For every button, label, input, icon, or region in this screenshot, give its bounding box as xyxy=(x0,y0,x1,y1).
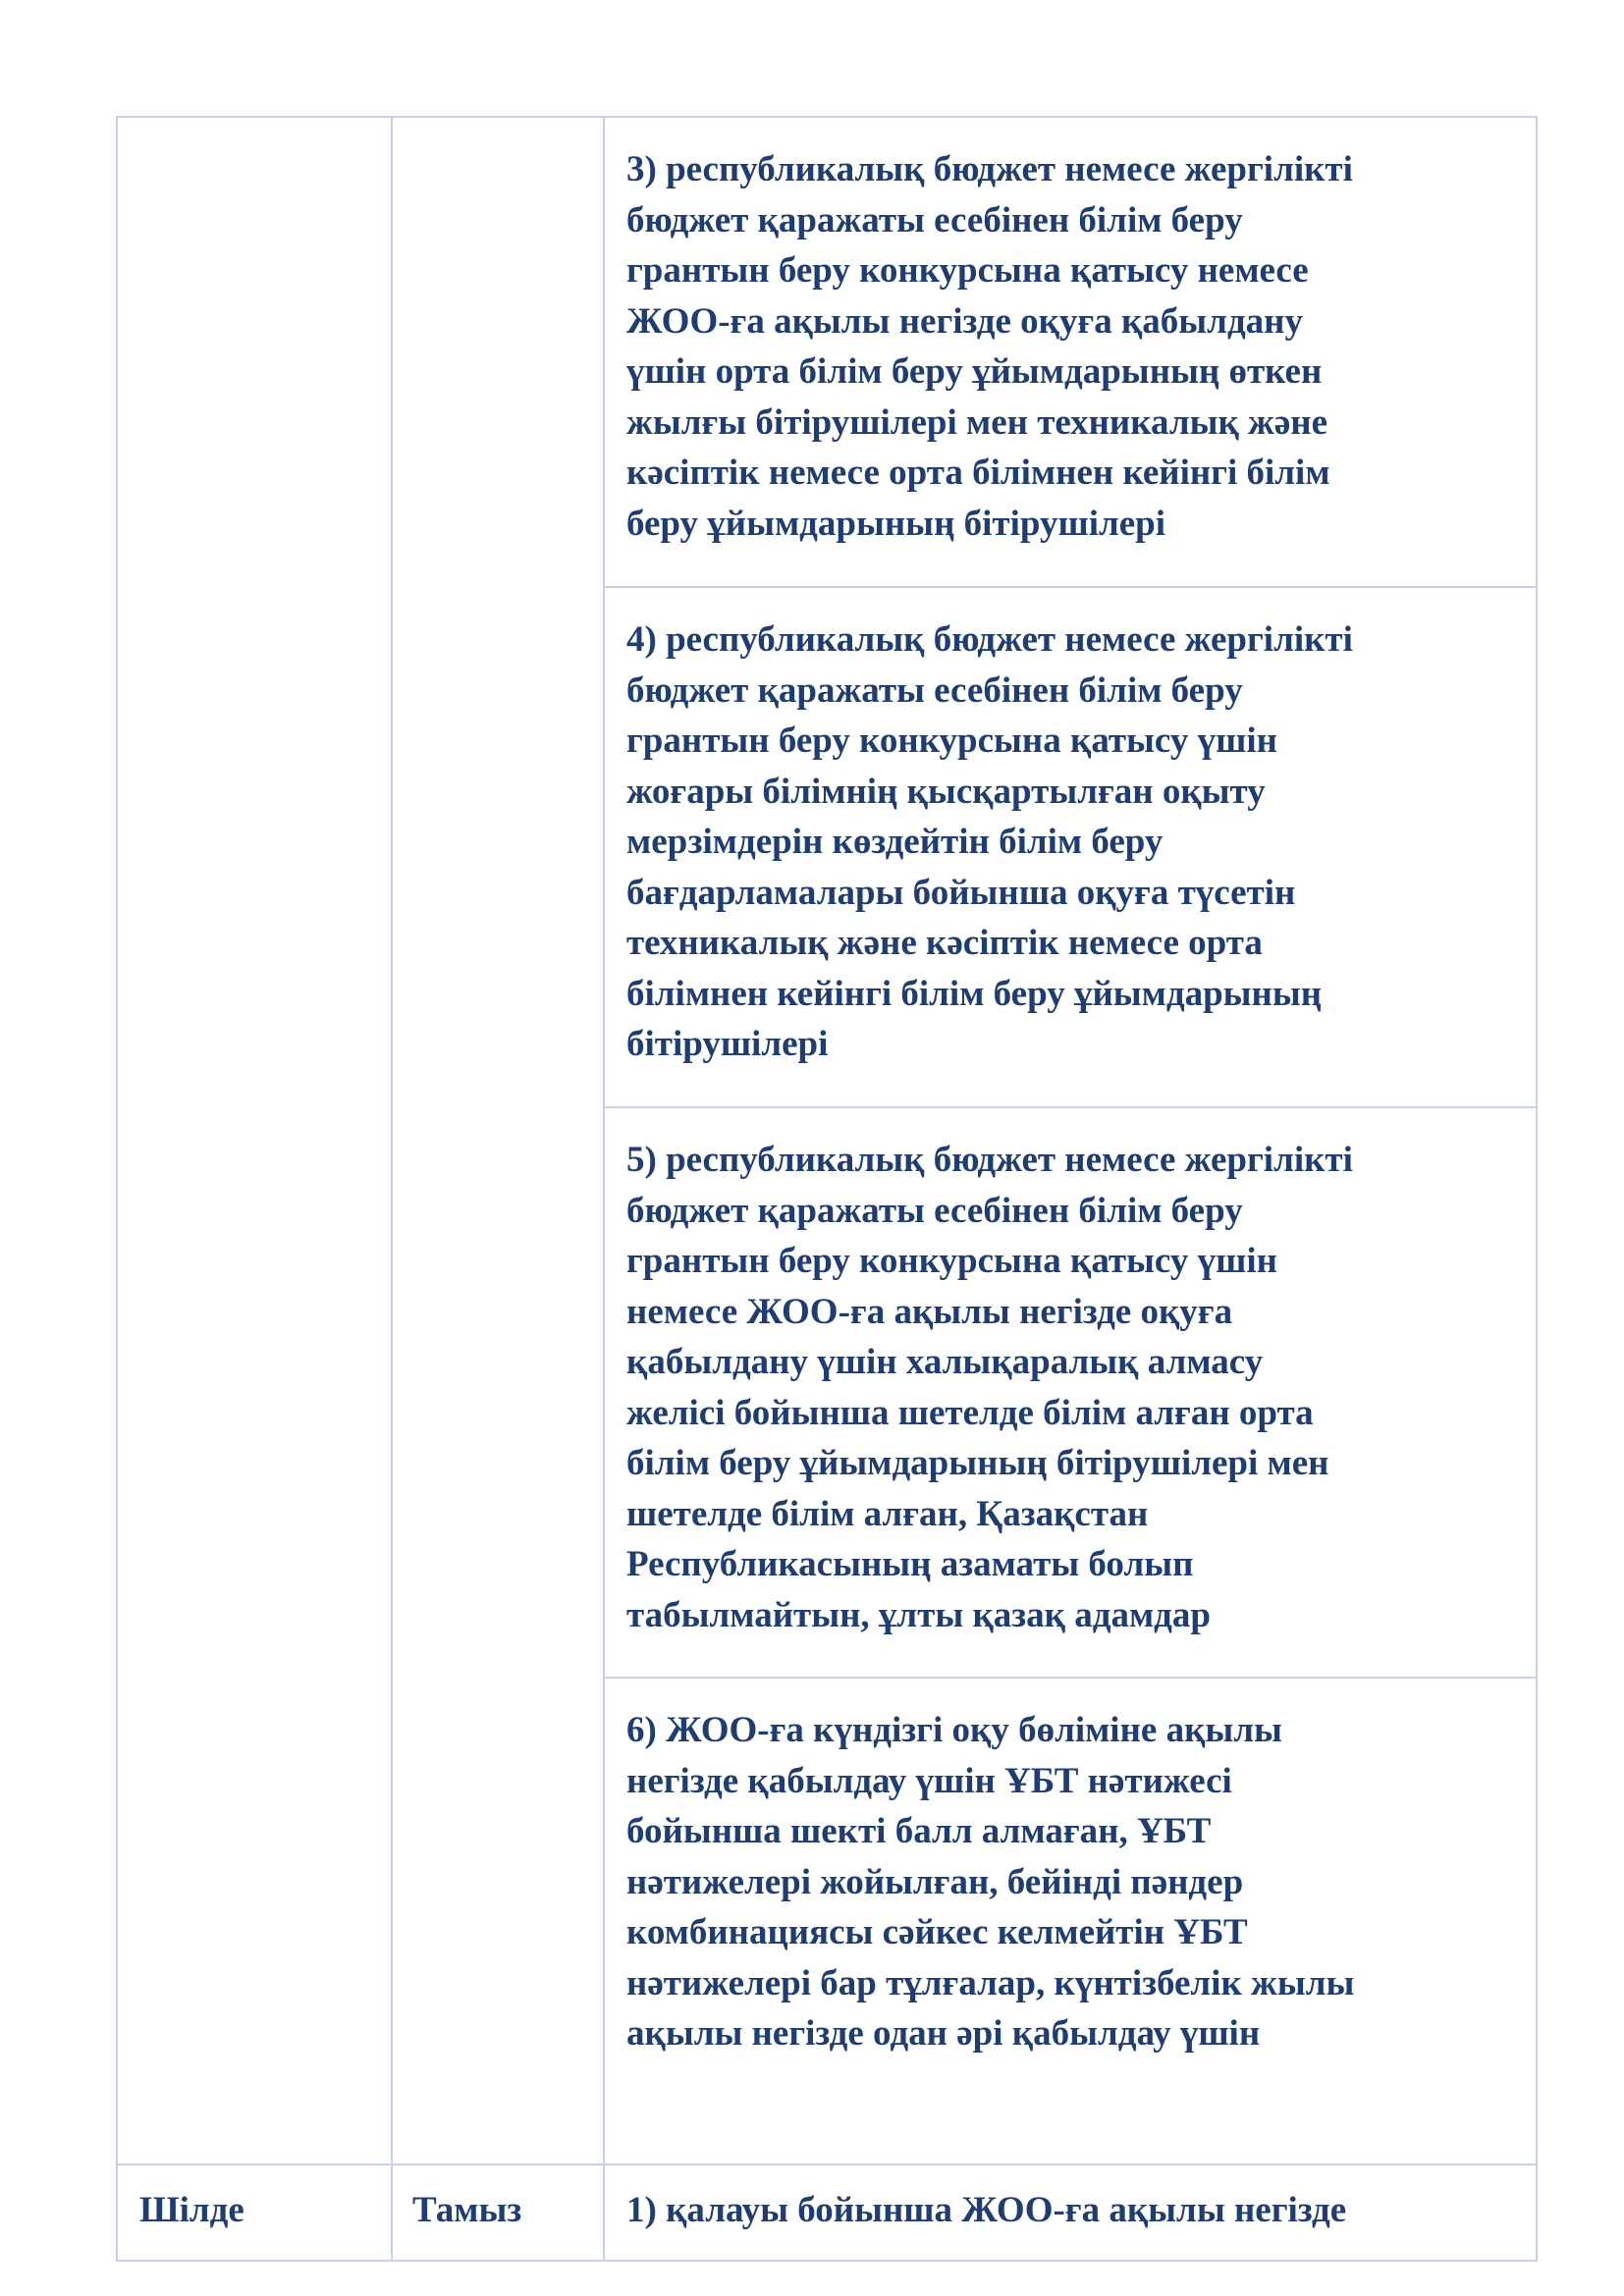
applicant-category-3: 3) республикалық бюджет немесе жергілікті бюджет қаражаты есебінен білім беру грантын беру конкурсына қатысу немесе ЖОО-ға ақылы негізде оқуға қабылдану үшін орта білім беру ұйымдарының өткен жылғы бітірушілері мен техникалық және кәсіптік немесе орта білімнен кейінгі білім беру ұйымдарының бітірушілері xyxy=(626,149,1353,544)
end-month: Тамыз xyxy=(412,2190,522,2230)
applicant-category-5: 5) республикалық бюджет немесе жергілікті бюджет қаражаты есебінен білім беру грантын беру конкурсына қатысу үшін немесе ЖОО-ға ақылы негізде оқуға қабылдану үшін халықаралық алмасу желісі бойынша шетелде білім алған орта білім беру ұйымдарының бітірушілері мен шетелде білім алған, Қазақстан Республикасының азаматы болып табылмайтын, ұлты қазақ адамдар xyxy=(626,1140,1353,1635)
applicant-category-next-1: 1) қалауы бойынша ЖОО-ға ақылы негізде xyxy=(626,2190,1347,2230)
applicant-category-cell xyxy=(604,1678,1537,2164)
applicant-category-cell xyxy=(604,2164,1537,2261)
applicant-category-cell xyxy=(604,117,1537,587)
start-month: Шілде xyxy=(139,2190,244,2230)
applicant-category-cell xyxy=(604,1107,1537,1678)
applicant-category-6: 6) ЖОО-ға күндізгі оқу бөліміне ақылы негізде қабылдау үшін ҰБТ нәтижесі бойынша шекті балл алмаған, ҰБТ нәтижелері жойылған, бейінді пәндер комбинациясы сәйкес келмейтін ҰБТ нәтижелері бар тұлғалар, күнтізбелік жылы ақылы негізде одан әрі қабылдау үшін xyxy=(626,1710,1355,2054)
start-month-cell-empty xyxy=(117,117,392,2164)
table-row xyxy=(117,117,1537,587)
end-month-cell-empty xyxy=(392,117,604,2164)
applicant-category-4: 4) республикалық бюджет немесе жергілікті бюджет қаражаты есебінен білім беру грантын беру конкурсына қатысу үшін жоғары білімнің қысқартылған оқыту мерзімдерін көздейтін білім беру бағдарламалары бойынша оқуға түсетін техникалық және кәсіптік немесе орта білімнен кейінгі білім беру ұйымдарының бітірушілері xyxy=(626,619,1353,1064)
end-month-cell xyxy=(392,2164,604,2261)
schedule-table xyxy=(116,116,1538,2262)
start-month-cell xyxy=(117,2164,392,2261)
applicant-category-cell xyxy=(604,587,1537,1107)
table-row xyxy=(117,2164,1537,2261)
